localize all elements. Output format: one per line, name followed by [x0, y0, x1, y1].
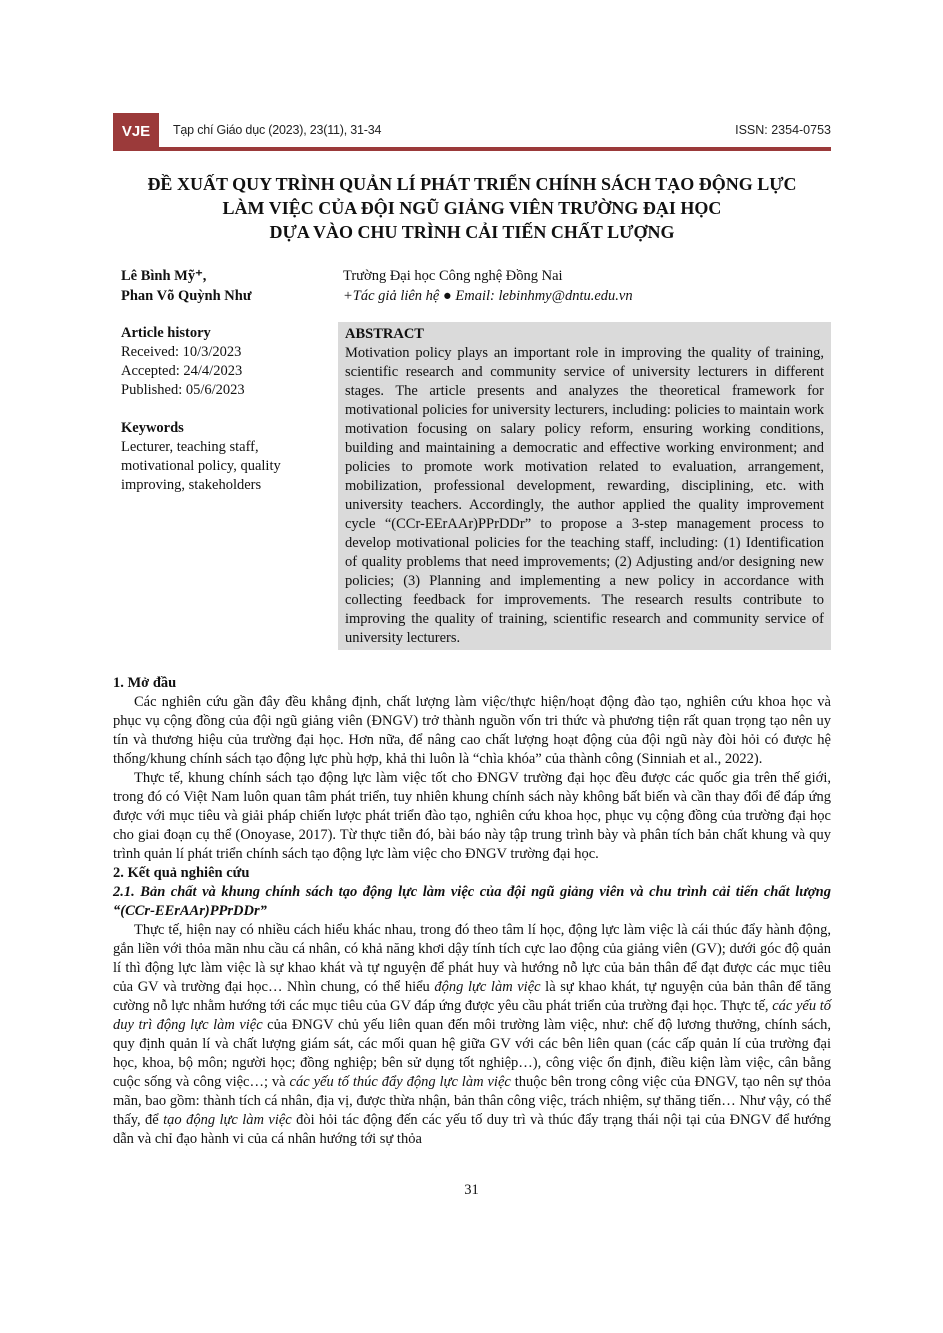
emphasis-text: động lực làm việc	[434, 979, 541, 995]
text-run: Thực tế, hiện nay có nhiều cách hiểu khác nhau, trong đó theo tâm lí học, động lực làm việc là cái thúc đẩy hành động, gắn liền với thỏa mãn nhu cầu cá nhân, có khả năng khơi dậy tính tích cực lao động của giảng viên (GV); dưới góc độ quản lí thì động lực làm việc là sự khao khát và tự nguyện để phát huy và hướng nỗ lực của bản thân để đạt được các mục tiêu của GV và trường đại học… Nhìn chung, có thể hiểu	[113, 922, 831, 995]
abstract-text: Motivation policy plays an important role in improving the quality of training, scientific research and community service of university lecturers in different stages. The article presents and analyzes the theoretical framework for motivational policies for university lecturers, including: policies to maintain work motivation focusing on salary policy reform, ensuring working conditions, building and maintaining a democratic and effective working environment; and policies to promote work motivation related to evaluation, arrangement, mobilization, professional development, rewarding, disciplining, etc. with university teachers. Accordingly, the author applied the quality improvement cycle “(CCr-EErAAr)PPrDDr” to propose a 3-step management process to develop motivational policies for the teaching staff, including: (1) Identification of quality problems that need improvements; (2) Adjusting and/or designing new policies; (3) Planning and implementing a new policy in accordance with collecting feedback for improvements. The research results contribute to improving the quality of training, scientific research and community service of university lecturers.	[345, 345, 824, 646]
emphasis-text: các yếu tố thúc đẩy động lực làm việc	[289, 1074, 511, 1090]
paragraph: Các nghiên cứu gần đây đều khẳng định, chất lượng làm việc/thực hiện/hoạt động đào tạo, nghiên cứu khoa học và phục vụ cộng đồng của đội ngũ giảng viên (ĐNGV) trở thành nguồn vốn tri thức và phương tiện rất quan trọng tạo nên uy tín và thương hiệu của trường đại học. Hơn nữa, để nâng cao chất lượng hoạt động của đội ngũ này đòi hỏi có được hệ thống/khung chính sách tạo động lực phù hợp, khả thi luôn là “chìa khóa” của thành công (Sinniah et al., 2022).	[113, 694, 831, 767]
paper-title	[113, 172, 831, 244]
emphasis-text: tạo động lực làm việc	[163, 1112, 292, 1128]
contact-text: +Tác giả liên hệ ● Email: lebinhmy@dntu.edu.vn	[343, 288, 633, 304]
issn: ISSN: 2354-0753	[735, 123, 831, 137]
page-number: 31	[464, 1182, 479, 1198]
section-heading: 1. Mở đầu	[113, 675, 177, 691]
journal-citation: Tạp chí Giáo dục (2023), 23(11), 31-34	[173, 123, 382, 137]
title-line: DỰA VÀO CHU TRÌNH CẢI TIẾN CHẤT LƯỢNG	[269, 222, 675, 242]
history-heading: Article history	[121, 325, 211, 341]
abstract-heading: ABSTRACT	[345, 326, 424, 342]
title-line: ĐỀ XUẤT QUY TRÌNH QUẢN LÍ PHÁT TRIỂN CHÍNH SÁCH TẠO ĐỘNG LỰC	[147, 174, 797, 194]
author: Lê Bình Mỹ⁺,	[121, 268, 207, 284]
emphasis-text: các yếu tố duy trì động lực làm việc	[113, 998, 831, 1033]
section-heading: 2. Kết quả nghiên cứu	[113, 865, 250, 881]
title-line: LÀM VIỆC CỦA ĐỘI NGŨ GIẢNG VIÊN TRƯỜNG ĐẠI HỌC	[222, 198, 722, 218]
author: Phan Võ Quỳnh Như	[121, 288, 252, 304]
received-date: Received: 10/3/2023	[121, 344, 242, 360]
affiliation-block	[343, 266, 633, 306]
contact	[343, 286, 633, 306]
journal-header	[113, 113, 831, 151]
text-run: đòi hỏi tác động đến các yếu tố duy trì và thúc đẩy trạng thái nội tại của ĐNGV để hướng dẫn và chỉ đạo hành vi của cá nhân hướng tới sự thỏa	[113, 1112, 831, 1147]
article-info	[121, 324, 326, 495]
text-run: của ĐNGV chủ yếu liên quan đến môi trường làm việc, như: chế độ lương thưởng, chính sách, quy định quản lí và chất lượng giám sát, các mối quan hệ giữa GV với các bên liên quan (các cấp quản lí của trường đại học, khoa, bộ môn; người học; đồng nghiệp; bên sử dụng tốt nghiệp…), công việc ổn định, điều kiện làm việc, cân bằng cuộc sống và công việc…; và	[113, 1017, 831, 1090]
published-date: Published: 05/6/2023	[121, 382, 245, 398]
keywords: Lecturer, teaching staff, motivational policy, quality improving, stakeholders	[121, 439, 281, 493]
paragraph	[113, 921, 831, 1149]
text-run: là sự khao khát, tự nguyện của bản thân để tăng cường nỗ lực nhằm hướng tới các mục tiêu của GV đáp ứng được yêu cầu phát triển của trường đại học. Thực tế,	[113, 979, 831, 1014]
affiliation: Trường Đại học Công nghệ Đồng Nai	[343, 268, 563, 284]
authors	[121, 266, 252, 306]
keywords-heading: Keywords	[121, 420, 184, 436]
subsection-heading: 2.1. Bản chất và khung chính sách tạo động lực làm việc của đội ngũ giảng viên và chu trình cải tiến chất lượng “(CCr-EErAAr)PPrDDr”	[113, 884, 831, 919]
paragraph: Thực tế, khung chính sách tạo động lực làm việc tốt cho ĐNGV trường đại học đều được các quốc gia trên thế giới, trong đó có Việt Nam luôn quan tâm phát triển, tuy nhiên khung chính sách này không bất biến và cần thay đổi để đáp ứng được với mục tiêu và giải pháp chiến lược phát triển đào tạo, nghiên cứu khoa học, phục vụ cộng đồng của trường đại học cho giai đoạn cụ thể (Onoyase, 2017). Từ thực tiễn đó, bài báo này tập trung trình bày và phân tích bản chất khung và quy trình quản lí phát triển chính sách tạo động lực làm việc cho ĐNGV trường đại học.	[113, 770, 831, 862]
journal-logo: VJE	[113, 113, 159, 149]
text-run: thuộc bên trong công việc của ĐNGV, tạo nên sự thỏa mãn, bao gồm: thành tích cá nhân, địa vị, được thừa nhận, bản thân công việc, trách nhiệm, sự thăng tiến… Như vậy, có thể thấy, để	[113, 1074, 831, 1128]
accepted-date: Accepted: 24/4/2023	[121, 363, 243, 379]
body-text	[113, 674, 831, 1149]
abstract-box	[338, 322, 831, 650]
